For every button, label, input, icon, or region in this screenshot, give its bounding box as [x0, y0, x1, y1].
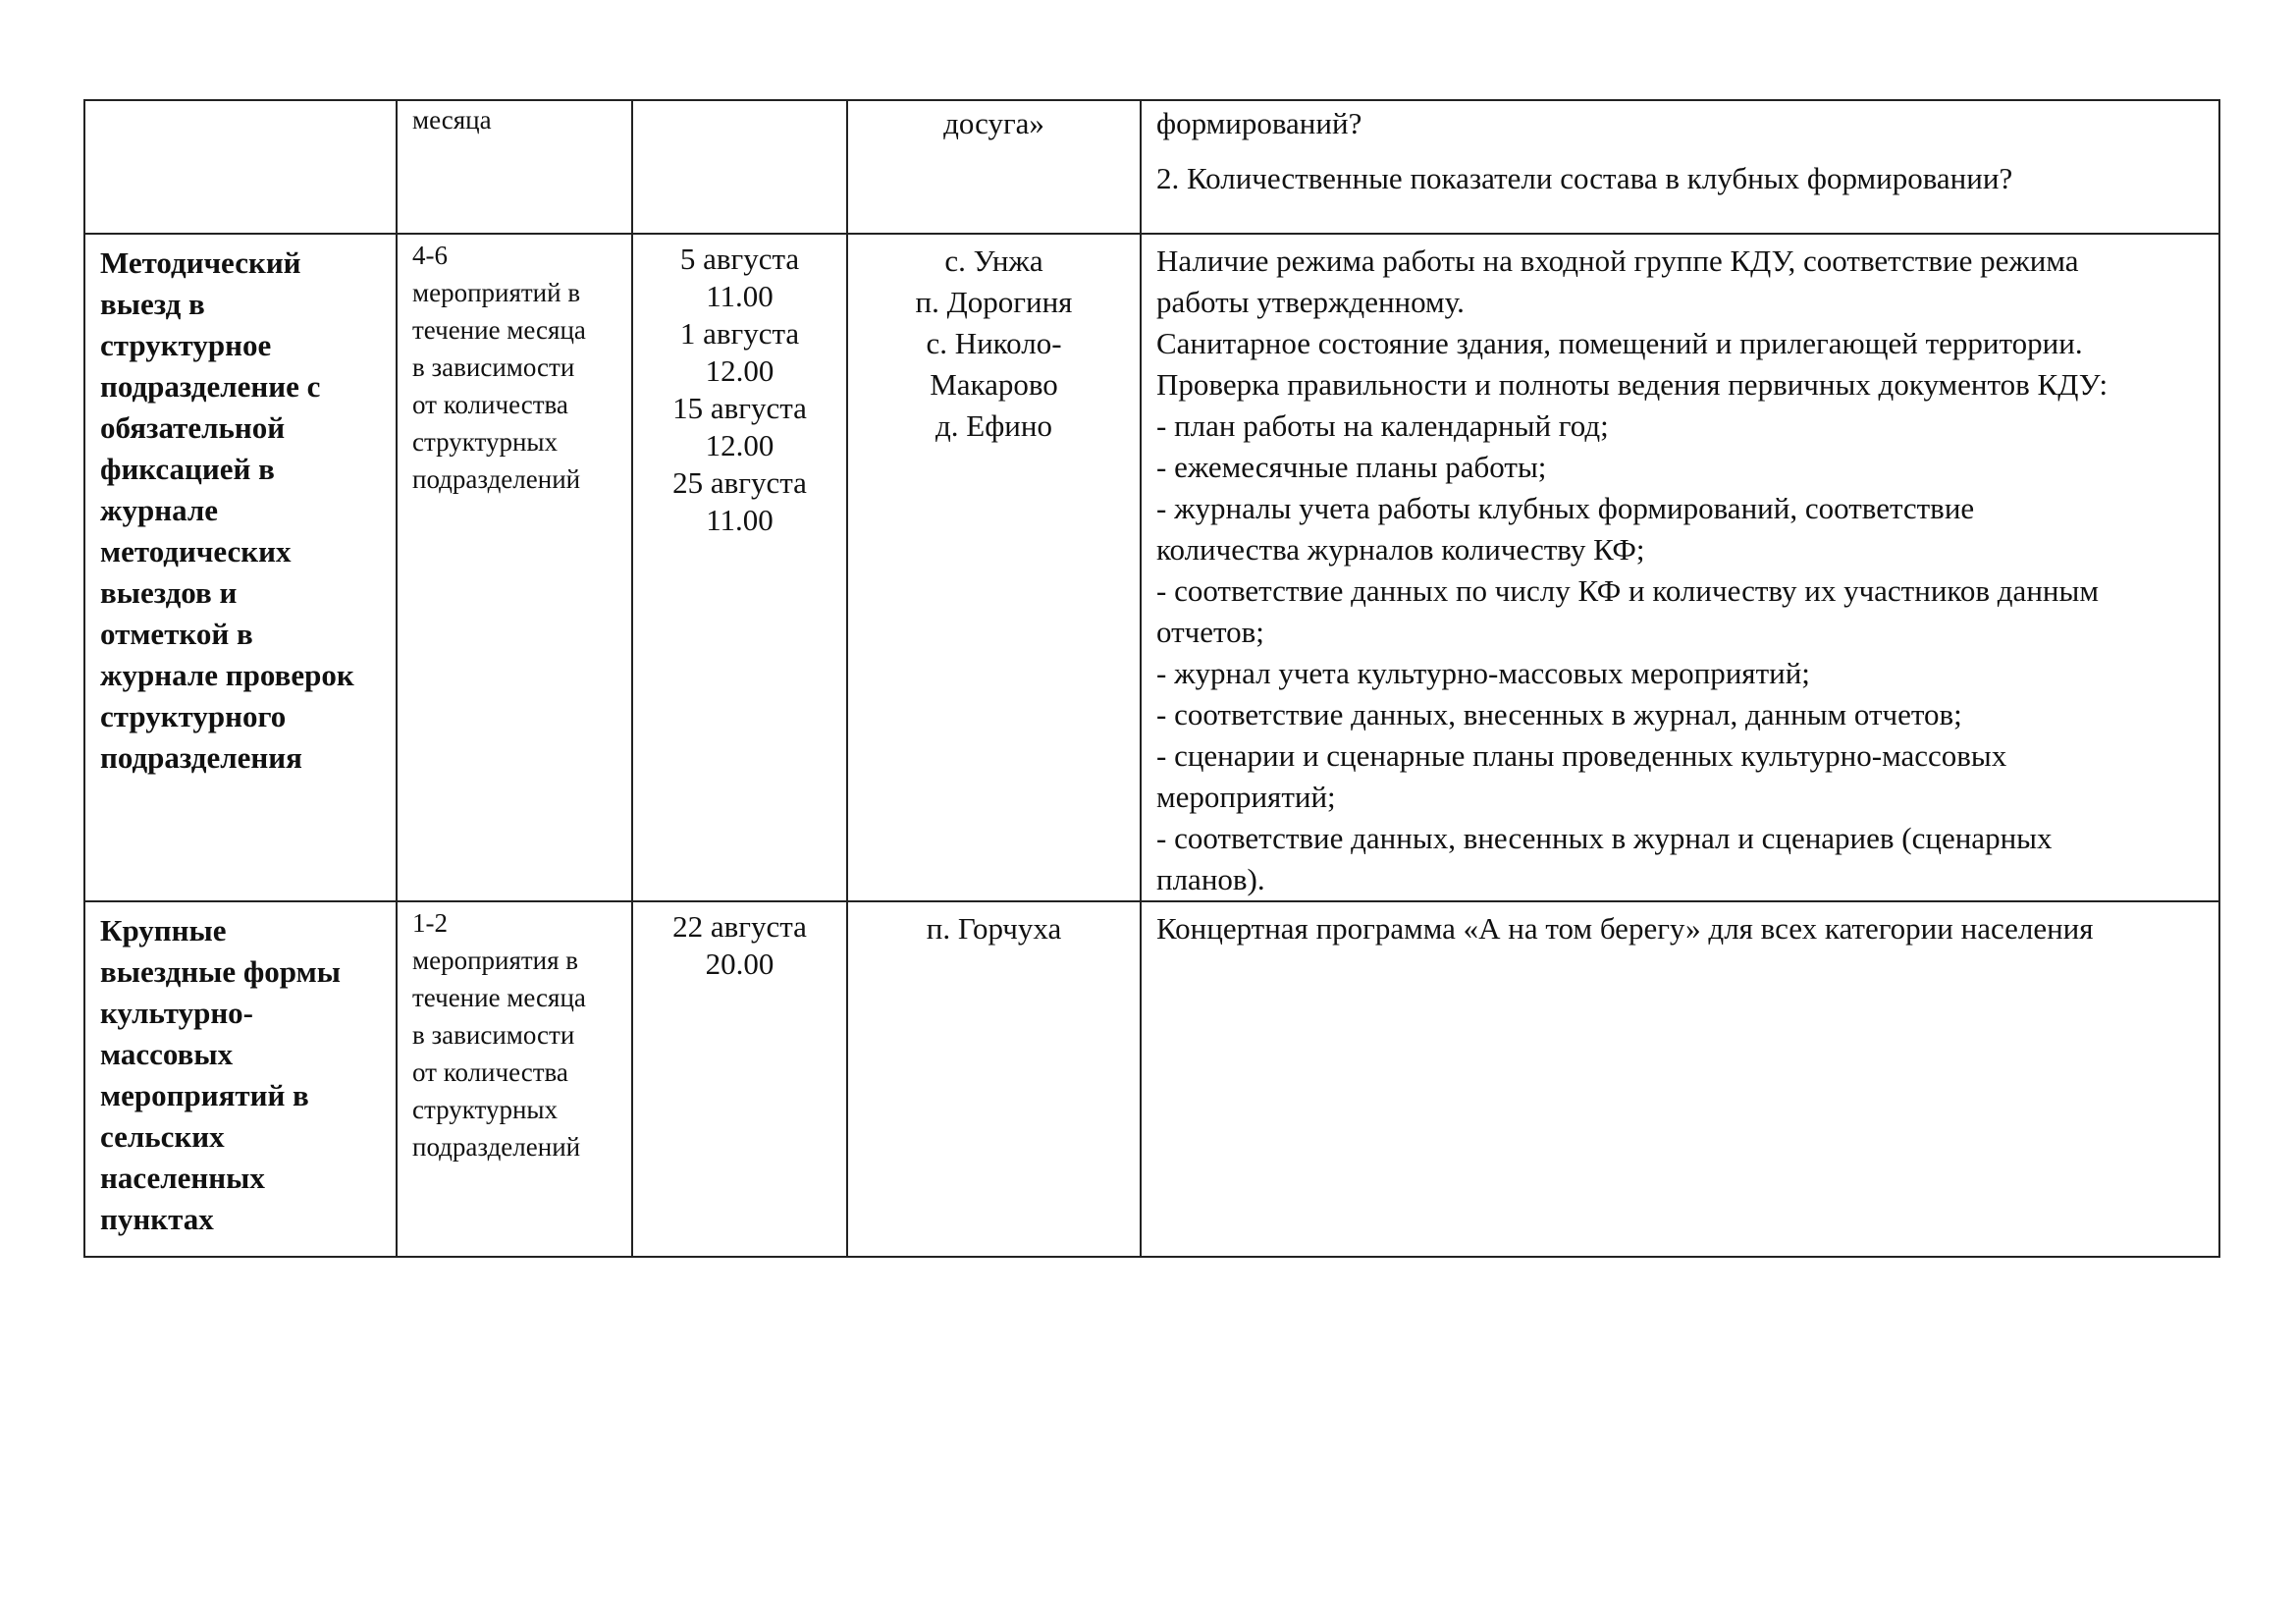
- events-plan-table: [83, 99, 2220, 1258]
- description-line: Санитарное состояние здания, помещений и прилегающей территории.: [1156, 326, 2083, 360]
- type-line: журнале проверок: [100, 658, 354, 692]
- description-line: - журналы учета работы клубных формирований, соответствие: [1156, 491, 1975, 525]
- description-line: - журнал учета культурно-массовых мероприятий;: [1156, 656, 1810, 690]
- event-type-cell: [84, 100, 397, 234]
- event-place-cell: досуга»: [847, 100, 1141, 234]
- type-line: выездов и: [100, 575, 238, 610]
- type-line: журнале: [100, 493, 219, 527]
- description-line: работы утвержденному.: [1156, 285, 1465, 319]
- table-row: [84, 901, 2219, 1257]
- type-line: сельских: [100, 1119, 225, 1154]
- type-line: отметкой в: [100, 617, 253, 651]
- date-line: 5 августа: [679, 242, 800, 276]
- count-line: подразделений: [412, 464, 581, 494]
- count-line: от количества: [412, 1057, 568, 1087]
- description-line: - соответствие данных, внесенных в журнал, данным отчетов;: [1156, 697, 1962, 731]
- event-description-cell: [1141, 234, 2219, 901]
- type-line: обязательной: [100, 410, 286, 445]
- time-line: 11.00: [706, 503, 774, 537]
- event-date-cell: [632, 234, 847, 901]
- count-line: в зависимости: [412, 1020, 575, 1050]
- type-line: структурного: [100, 699, 287, 733]
- place-line: п. Горчуха: [926, 911, 1062, 946]
- description-line: - соответствие данных по числу КФ и количеству их участников данным: [1156, 573, 2099, 608]
- place-line: с. Унжа: [944, 244, 1043, 278]
- count-line: течение месяца: [412, 315, 586, 345]
- type-line: структурное: [100, 328, 272, 362]
- description-line: Концертная программа «А на том берегу» для всех категории населения: [1156, 911, 2094, 946]
- count-line: 4-6: [412, 241, 448, 270]
- type-line: пунктах: [100, 1202, 214, 1236]
- count-line: мероприятия в: [412, 946, 579, 975]
- type-line: выездные формы: [100, 954, 341, 989]
- count-line: мероприятий в: [412, 278, 581, 307]
- event-count-cell: [397, 234, 632, 901]
- count-line: в зависимости: [412, 352, 575, 382]
- count-line: течение месяца: [412, 983, 586, 1012]
- event-type-cell: [84, 901, 397, 1257]
- count-line: структурных: [412, 1095, 559, 1124]
- date-line: 15 августа: [672, 391, 807, 425]
- type-line: Методический: [100, 245, 301, 280]
- type-line: подразделение с: [100, 369, 321, 404]
- description-line: - сценарии и сценарные планы проведенных культурно-массовых: [1156, 738, 2007, 773]
- time-line: 11.00: [706, 279, 774, 313]
- count-line: от количества: [412, 390, 568, 419]
- type-line: массовых: [100, 1037, 234, 1071]
- type-line: выезд в: [100, 287, 205, 321]
- event-count-cell: [397, 901, 632, 1257]
- description-line: количества журналов количеству КФ;: [1156, 532, 1645, 567]
- description-line: 2. Количественные показатели состава в клубных формировании?: [1156, 161, 2013, 195]
- description-line: - план работы на календарный год;: [1156, 408, 1609, 443]
- event-count-cell: месяца: [397, 100, 632, 234]
- count-line: подразделений: [412, 1132, 581, 1162]
- type-line: мероприятий в: [100, 1078, 309, 1112]
- count-line: 1-2: [412, 908, 448, 938]
- place-line: Макарово: [930, 367, 1058, 402]
- place-line: с. Николо-: [926, 326, 1062, 360]
- description-line: мероприятий;: [1156, 780, 1336, 814]
- time-line: 12.00: [705, 428, 774, 462]
- event-description-cell: [1141, 901, 2219, 1257]
- description-line: - ежемесячные планы работы;: [1156, 450, 1547, 484]
- event-place-cell: [847, 901, 1141, 1257]
- type-line: методических: [100, 534, 292, 568]
- type-line: фиксацией в: [100, 452, 275, 486]
- date-line: 25 августа: [672, 465, 807, 500]
- date-line: 1 августа: [679, 316, 800, 351]
- description-line: Наличие режима работы на входной группе КДУ, соответствие режима: [1156, 244, 2079, 278]
- event-description-cell: [1141, 100, 2219, 234]
- event-date-cell: [632, 100, 847, 234]
- time-line: 12.00: [705, 353, 774, 388]
- type-line: населенных: [100, 1161, 265, 1195]
- place-line: п. Дорогиня: [915, 285, 1073, 319]
- description-line: - соответствие данных, внесенных в журнал и сценариев (сценарных: [1156, 821, 2053, 855]
- description-line: отчетов;: [1156, 615, 1264, 649]
- description-line: формирований?: [1156, 106, 1362, 140]
- type-line: Крупные: [100, 913, 227, 947]
- description-line: Проверка правильности и полноты ведения первичных документов КДУ:: [1156, 367, 2109, 402]
- event-date-cell: [632, 901, 847, 1257]
- type-line: подразделения: [100, 740, 302, 775]
- date-line: 22 августа: [672, 909, 807, 944]
- type-line: культурно-: [100, 996, 253, 1030]
- count-line: структурных: [412, 427, 559, 457]
- event-place-cell: [847, 234, 1141, 901]
- table-row: [84, 100, 2219, 234]
- table-row: [84, 234, 2219, 901]
- place-line: д. Ефино: [935, 408, 1052, 443]
- description-line: планов).: [1156, 862, 1265, 896]
- event-type-cell: [84, 234, 397, 901]
- time-line: 20.00: [705, 947, 774, 981]
